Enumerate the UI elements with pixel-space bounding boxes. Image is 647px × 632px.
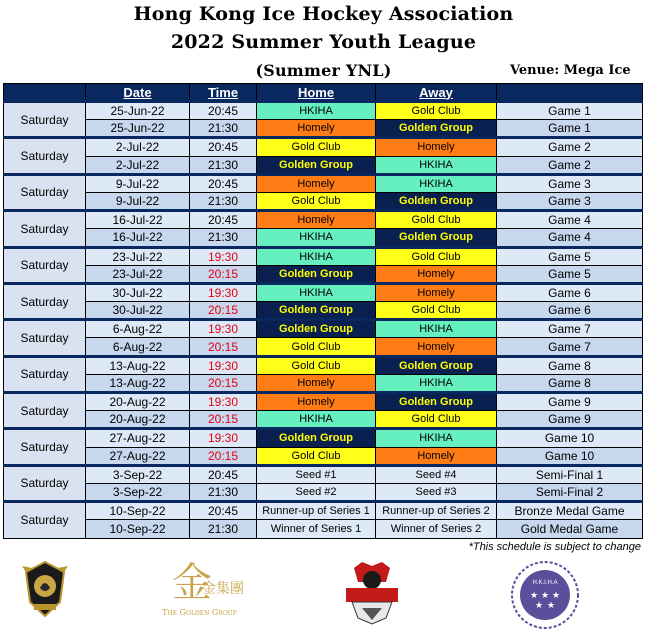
game-cell: Game 6 [497, 283, 643, 301]
time-cell: 20:45 [190, 102, 257, 120]
table-row [4, 229, 643, 247]
header-away: Away [376, 84, 497, 102]
venue-label: Venue: Mega Ice [510, 63, 631, 78]
date-cell: 25-Jun-22 [86, 120, 190, 138]
home-team-cell: Golden Group [257, 156, 376, 174]
home-team-cell: Gold Club [257, 338, 376, 356]
time-cell: 21:30 [190, 483, 257, 501]
table-row [4, 192, 643, 210]
game-cell: Game 4 [497, 211, 643, 229]
badge-star-icon: ★ [546, 600, 556, 610]
away-team-cell: HKIHA [376, 174, 497, 192]
game-cell: Game 5 [497, 265, 643, 283]
game-cell: Game 10 [497, 429, 643, 447]
date-cell: 30-Jul-22 [86, 302, 190, 320]
game-cell: Game 5 [497, 247, 643, 265]
game-cell: Game 4 [497, 229, 643, 247]
game-cell: Game 10 [497, 447, 643, 465]
time-cell: 21:30 [190, 120, 257, 138]
time-cell: 20:15 [190, 302, 257, 320]
away-team-cell: Gold Club [376, 411, 497, 429]
away-team-cell: Gold Club [376, 211, 497, 229]
away-team-cell: Homely [376, 283, 497, 301]
date-cell: 13-Aug-22 [86, 374, 190, 392]
golden-group-glyph: 金 [172, 560, 212, 604]
table-row [4, 374, 643, 392]
day-cell: Saturday [4, 102, 86, 138]
home-team-cell: Golden Group [257, 265, 376, 283]
time-cell: 21:30 [190, 520, 257, 538]
away-team-cell: Gold Club [376, 247, 497, 265]
home-team-cell: HKIHA [257, 102, 376, 120]
home-team-cell: Seed #1 [257, 465, 376, 483]
time-cell: 19:30 [190, 247, 257, 265]
date-cell: 30-Jul-22 [86, 283, 190, 301]
golden-group-cn: 金集團 [202, 581, 244, 597]
date-cell: 10-Sep-22 [86, 502, 190, 520]
away-team-cell: Golden Group [376, 229, 497, 247]
home-team-cell: Gold Club [257, 138, 376, 156]
home-team-cell: Winner of Series 1 [257, 520, 376, 538]
header-game [497, 84, 643, 102]
table-row [4, 283, 643, 301]
time-cell: 19:30 [190, 320, 257, 338]
day-cell: Saturday [4, 174, 86, 210]
game-cell: Semi-Final 1 [497, 465, 643, 483]
home-team-cell: Homely [257, 174, 376, 192]
game-cell: Game 3 [497, 174, 643, 192]
time-cell: 19:30 [190, 356, 257, 374]
time-cell: 20:45 [190, 502, 257, 520]
day-cell: Saturday [4, 465, 86, 501]
page-title: Hong Kong Ice Hockey Association [133, 3, 514, 25]
away-team-cell: Seed #3 [376, 483, 497, 501]
away-team-cell: HKIHA [376, 156, 497, 174]
date-cell: 16-Jul-22 [86, 229, 190, 247]
game-cell: Game 9 [497, 411, 643, 429]
date-cell: 3-Sep-22 [86, 465, 190, 483]
table-row [4, 138, 643, 156]
table-row [4, 120, 643, 138]
date-cell: 23-Jul-22 [86, 265, 190, 283]
away-team-cell: Homely [376, 265, 497, 283]
away-team-cell: Homely [376, 338, 497, 356]
badge-star-icon: ★ [534, 600, 544, 610]
time-cell: 21:30 [190, 156, 257, 174]
time-cell: 21:30 [190, 192, 257, 210]
table-row [4, 502, 643, 520]
schedule-footnote: *This schedule is subject to change [468, 541, 641, 553]
time-cell: 20:15 [190, 265, 257, 283]
table-row [4, 156, 643, 174]
hkiha-badge-logo [508, 560, 582, 630]
home-team-cell: HKIHA [257, 411, 376, 429]
time-cell: 19:30 [190, 393, 257, 411]
game-cell: Gold Medal Game [497, 520, 643, 538]
table-row [4, 174, 643, 192]
day-cell: Saturday [4, 429, 86, 465]
day-cell: Saturday [4, 393, 86, 429]
hkiha-badge-text: H.K.I.H.A [532, 580, 558, 586]
date-cell: 2-Jul-22 [86, 138, 190, 156]
time-cell: 20:45 [190, 138, 257, 156]
table-row [4, 429, 643, 447]
away-team-cell: Golden Group [376, 356, 497, 374]
header-day [4, 84, 86, 102]
game-cell: Game 7 [497, 320, 643, 338]
game-cell: Game 2 [497, 156, 643, 174]
game-cell: Semi-Final 2 [497, 483, 643, 501]
league-name: (Summer YNL) [255, 61, 392, 80]
table-row [4, 393, 643, 411]
away-team-cell: Golden Group [376, 393, 497, 411]
date-cell: 16-Jul-22 [86, 211, 190, 229]
table-row [4, 520, 643, 538]
time-cell: 19:30 [190, 283, 257, 301]
date-cell: 27-Aug-22 [86, 447, 190, 465]
date-cell: 20-Aug-22 [86, 393, 190, 411]
home-team-cell: Gold Club [257, 356, 376, 374]
golden-group-en: The Golden Group [162, 608, 237, 617]
time-cell: 20:15 [190, 338, 257, 356]
table-row [4, 247, 643, 265]
game-cell: Game 1 [497, 120, 643, 138]
away-team-cell: HKIHA [376, 374, 497, 392]
time-cell: 20:45 [190, 174, 257, 192]
time-cell: 20:15 [190, 374, 257, 392]
home-team-cell: Homely [257, 120, 376, 138]
date-cell: 6-Aug-22 [86, 320, 190, 338]
home-team-cell: HKIHA [257, 283, 376, 301]
home-team-cell: HKIHA [257, 247, 376, 265]
date-cell: 9-Jul-22 [86, 192, 190, 210]
home-team-cell: Homely [257, 393, 376, 411]
date-cell: 13-Aug-22 [86, 356, 190, 374]
table-row [4, 302, 643, 320]
table-row [4, 102, 643, 120]
date-cell: 2-Jul-22 [86, 156, 190, 174]
table-row [4, 483, 643, 501]
schedule-table [3, 83, 643, 539]
time-cell: 20:45 [190, 211, 257, 229]
badge-star-icon: ★ [529, 590, 539, 600]
team-shield-logo [342, 560, 402, 628]
home-team-cell: Golden Group [257, 302, 376, 320]
game-cell: Game 8 [497, 374, 643, 392]
away-team-cell: Golden Group [376, 120, 497, 138]
home-team-cell: Runner-up of Series 1 [257, 502, 376, 520]
header-date: Date [86, 84, 190, 102]
day-cell: Saturday [4, 247, 86, 283]
home-team-cell: Golden Group [257, 320, 376, 338]
home-team-cell: Homely [257, 374, 376, 392]
game-cell: Game 2 [497, 138, 643, 156]
badge-star-icon: ★ [540, 590, 550, 600]
home-team-cell: Gold Club [257, 192, 376, 210]
game-cell: Game 9 [497, 393, 643, 411]
table-header-row [4, 84, 643, 102]
game-cell: Game 6 [497, 302, 643, 320]
time-cell: 21:30 [190, 229, 257, 247]
date-cell: 27-Aug-22 [86, 429, 190, 447]
table-row [4, 465, 643, 483]
date-cell: 6-Aug-22 [86, 338, 190, 356]
away-team-cell: Runner-up of Series 2 [376, 502, 497, 520]
day-cell: Saturday [4, 138, 86, 174]
time-cell: 20:15 [190, 447, 257, 465]
game-cell: Game 8 [497, 356, 643, 374]
away-team-cell: Golden Group [376, 192, 497, 210]
home-team-cell: Gold Club [257, 447, 376, 465]
date-cell: 9-Jul-22 [86, 174, 190, 192]
table-row [4, 320, 643, 338]
day-cell: Saturday [4, 502, 86, 538]
day-cell: Saturday [4, 283, 86, 319]
day-cell: Saturday [4, 356, 86, 392]
away-team-cell: HKIHA [376, 429, 497, 447]
home-team-cell: Homely [257, 211, 376, 229]
header-time: Time [190, 84, 257, 102]
away-team-cell: Gold Club [376, 102, 497, 120]
day-cell: Saturday [4, 320, 86, 356]
time-cell: 20:15 [190, 411, 257, 429]
table-row [4, 356, 643, 374]
away-team-cell: HKIHA [376, 320, 497, 338]
day-cell: Saturday [4, 211, 86, 247]
away-team-cell: Homely [376, 447, 497, 465]
date-cell: 3-Sep-22 [86, 483, 190, 501]
time-cell: 20:45 [190, 465, 257, 483]
date-cell: 25-Jun-22 [86, 102, 190, 120]
badge-star-icon: ★ [551, 590, 561, 600]
page-subtitle: 2022 Summer Youth League [170, 31, 477, 53]
game-cell: Game 7 [497, 338, 643, 356]
home-team-cell: Seed #2 [257, 483, 376, 501]
date-cell: 10-Sep-22 [86, 520, 190, 538]
table-row [4, 411, 643, 429]
away-team-cell: Homely [376, 138, 497, 156]
table-row [4, 265, 643, 283]
away-team-cell: Winner of Series 2 [376, 520, 497, 538]
game-cell: Game 3 [497, 192, 643, 210]
away-team-cell: Gold Club [376, 302, 497, 320]
date-cell: 23-Jul-22 [86, 247, 190, 265]
away-team-cell: Seed #4 [376, 465, 497, 483]
table-row [4, 338, 643, 356]
table-row [4, 211, 643, 229]
hkiha-crest-logo [20, 558, 70, 620]
table-row [4, 447, 643, 465]
game-cell: Game 1 [497, 102, 643, 120]
home-team-cell: Golden Group [257, 429, 376, 447]
header-home: Home [257, 84, 376, 102]
game-cell: Bronze Medal Game [497, 502, 643, 520]
date-cell: 20-Aug-22 [86, 411, 190, 429]
time-cell: 19:30 [190, 429, 257, 447]
golden-group-logo [150, 558, 245, 624]
home-team-cell: HKIHA [257, 229, 376, 247]
